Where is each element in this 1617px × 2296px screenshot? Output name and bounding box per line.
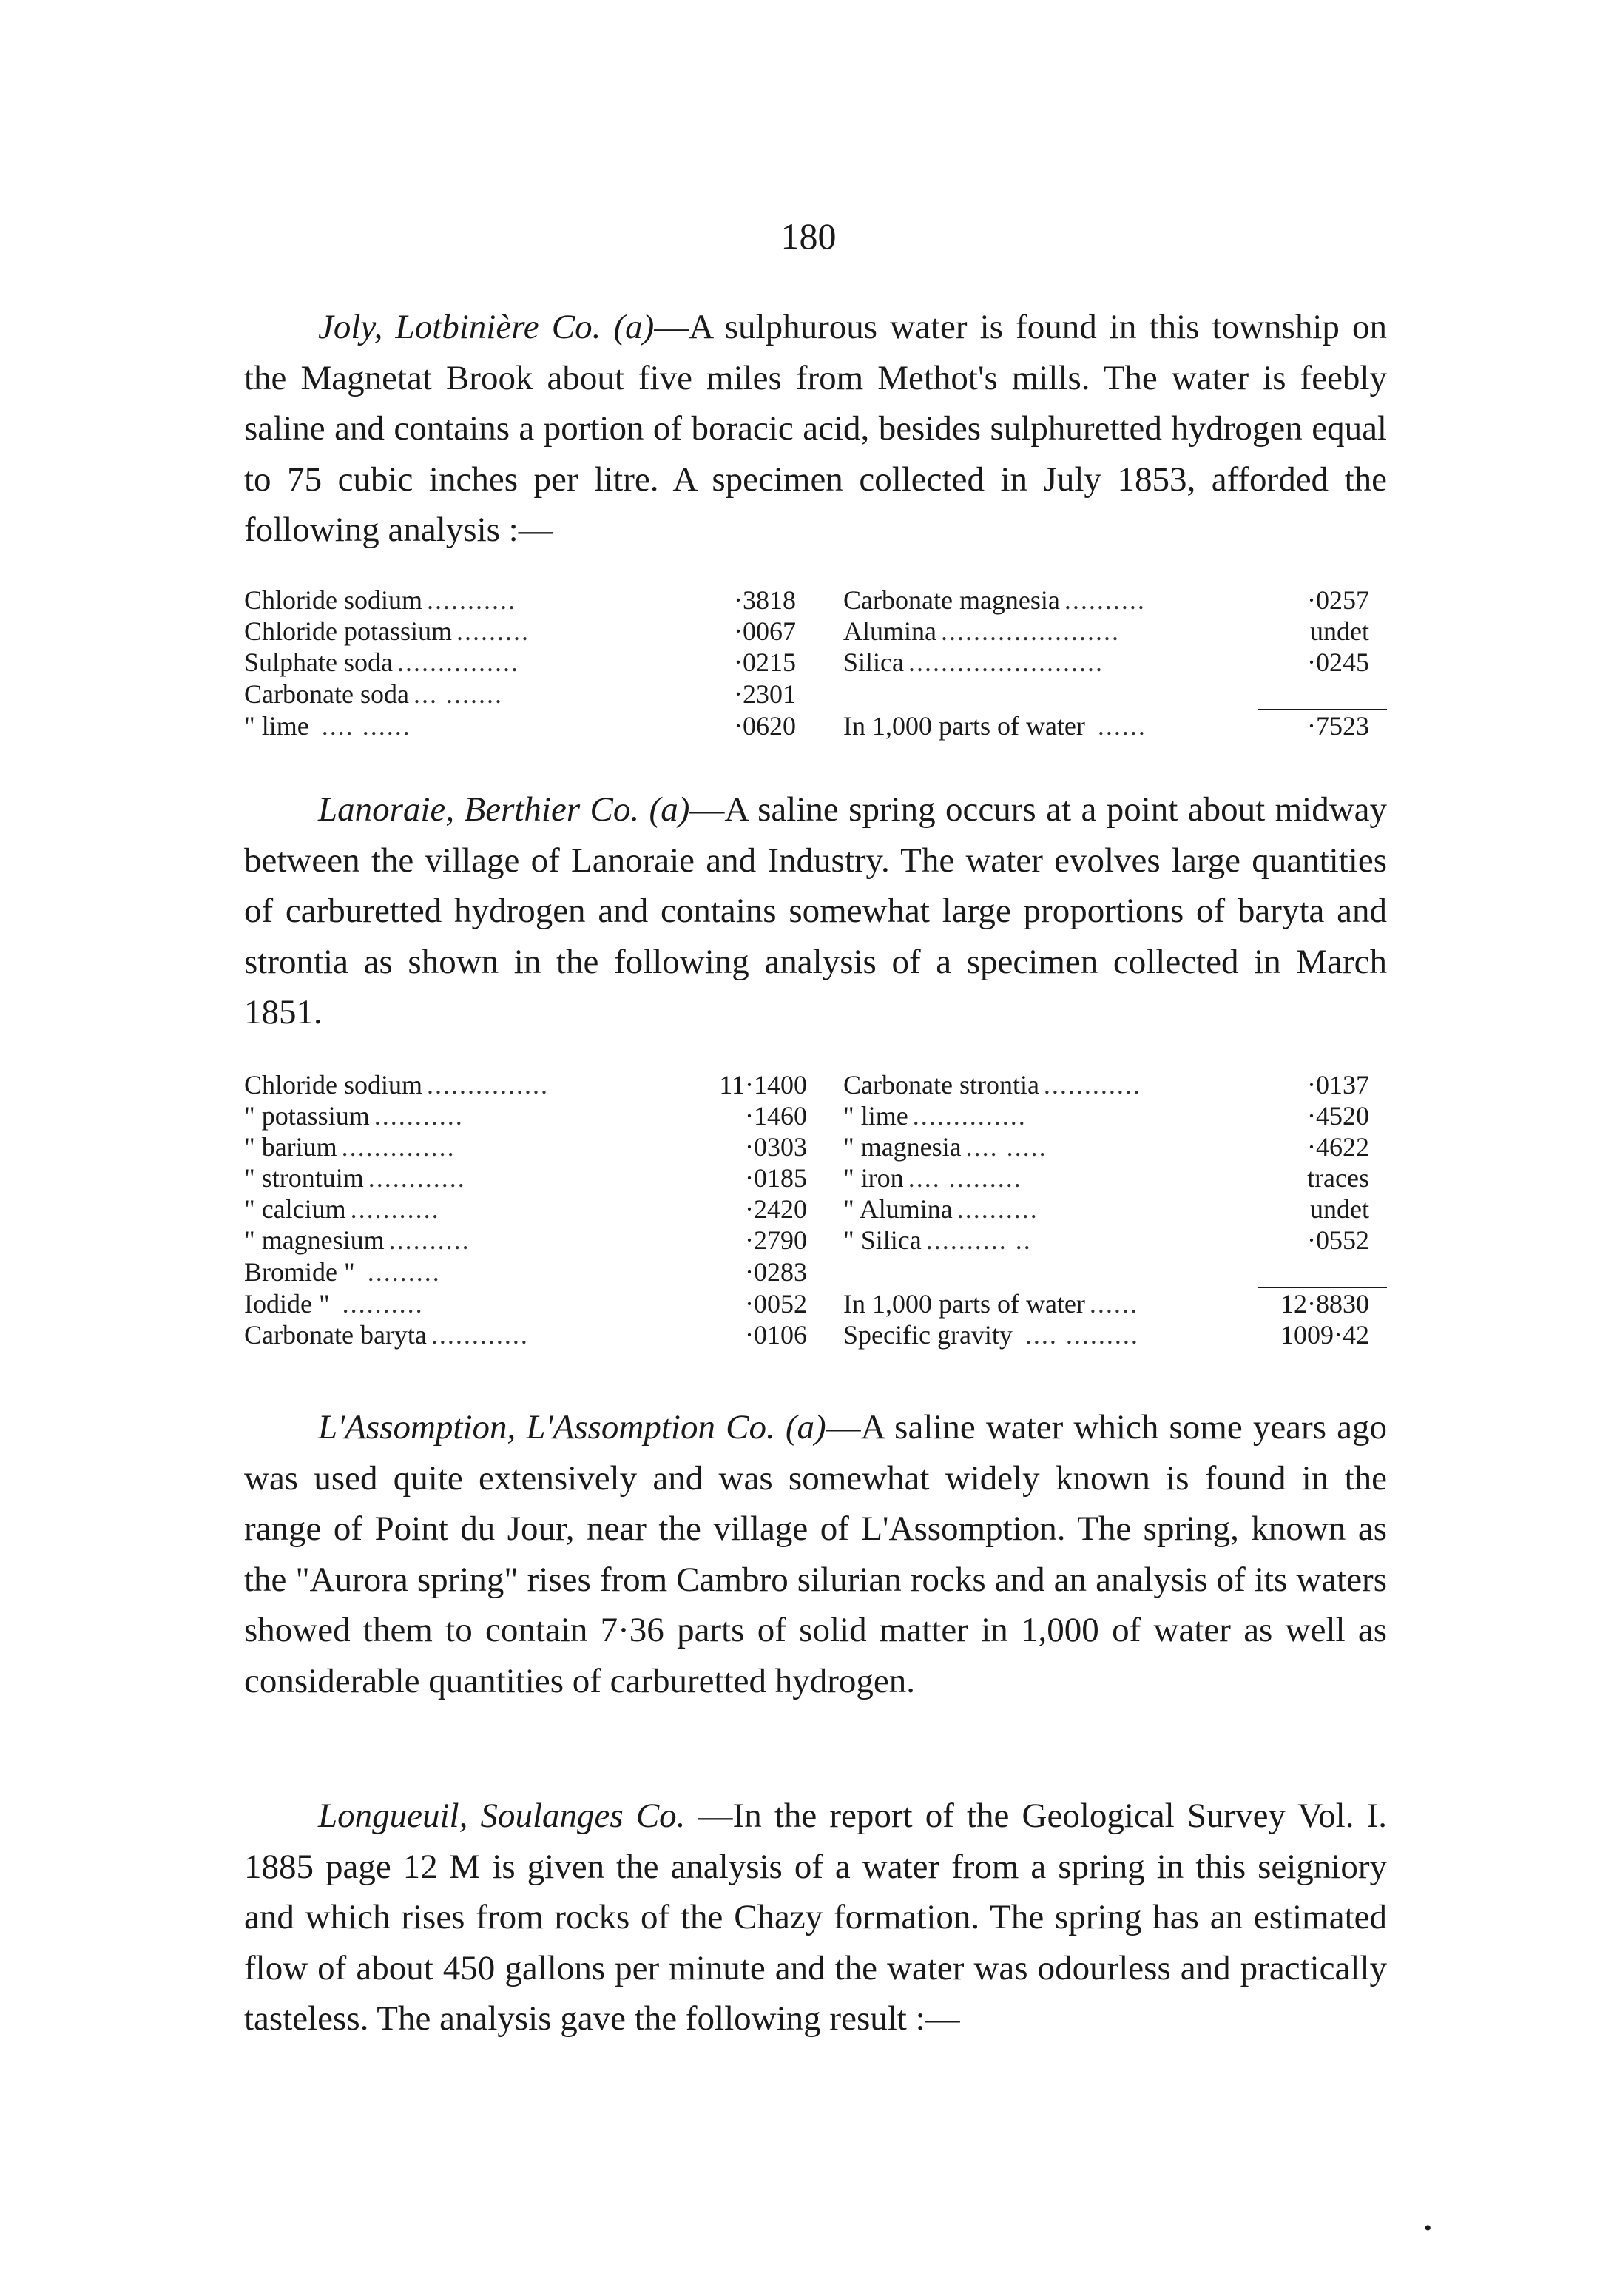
- scan-mark: •: [1424, 2216, 1432, 2241]
- section-text: —A sulphurous water is found in this township on the Magnetat Brook about five miles from Methot's mills. The water is feebly saline and contains a portion of boracic acid, besides sulphuretted hydrogen equal to 75 cubic inches per litre. A specimen collected in July 1853, afforded the following analysis :—: [244, 308, 1388, 549]
- analysis-table-lanoraie: [244, 1069, 1387, 1350]
- row-value: ·2420: [745, 1194, 807, 1224]
- table-row: [244, 647, 1387, 678]
- row-label: " lime .... ......: [244, 710, 411, 741]
- row-label: Carbonate baryta ............: [244, 1320, 529, 1350]
- row-label: Carbonate strontia ............: [843, 1070, 1141, 1100]
- row-value: ·1460: [745, 1101, 807, 1131]
- row-label: Chloride sodium ...........: [244, 585, 516, 615]
- row-value: ·7523: [1307, 711, 1369, 741]
- row-value: 11·1400: [719, 1070, 807, 1100]
- row-label: Chloride potassium .........: [244, 616, 530, 646]
- row-label: Silica ........................: [843, 647, 1104, 677]
- section-heading: Joly, Lotbinière Co. (a): [318, 308, 655, 346]
- row-value: ·0257: [1307, 585, 1369, 615]
- row-value: ·0552: [1307, 1225, 1369, 1255]
- section-heading: Longueuil, Soulanges Co.: [318, 1797, 686, 1835]
- analysis-table-joly: [244, 585, 1387, 741]
- page-number: 180: [780, 215, 837, 257]
- row-label: " barium ..............: [244, 1132, 456, 1162]
- row-label: Carbonate magnesia ..........: [843, 585, 1146, 615]
- table-row: [244, 1069, 1387, 1100]
- row-label: " magnesia .... .....: [843, 1132, 1047, 1162]
- table-row: [244, 710, 1387, 741]
- row-label: " potassium ...........: [244, 1101, 464, 1131]
- table-row: [244, 678, 1387, 710]
- table-row: [244, 1287, 1387, 1319]
- row-value: 1009·42: [1280, 1320, 1369, 1350]
- table-row: [244, 1100, 1387, 1131]
- row-label: " magnesium ..........: [244, 1225, 470, 1255]
- section-longueuil: [244, 1791, 1387, 2044]
- section-heading: Lanoraie, Berthier Co. (a): [318, 790, 690, 829]
- row-label: " lime ..............: [843, 1101, 1027, 1131]
- row-value: ·0106: [745, 1320, 807, 1350]
- row-label: In 1,000 parts of water ......: [843, 710, 1147, 741]
- row-value: ·2301: [734, 679, 796, 709]
- row-label: Iodide " ..........: [244, 1288, 424, 1319]
- row-value: ·0185: [745, 1163, 807, 1193]
- row-value: ·4520: [1307, 1101, 1369, 1131]
- row-label: Carbonate soda ... .......: [244, 679, 503, 709]
- row-value: ·0303: [745, 1132, 807, 1162]
- table-row: [244, 1131, 1387, 1162]
- row-label: Alumina ......................: [843, 616, 1120, 646]
- row-label: " iron .... .........: [843, 1163, 1022, 1193]
- table-row: [244, 1162, 1387, 1194]
- section-heading: L'Assomption, L'Assomption Co. (a): [318, 1408, 826, 1447]
- row-value: ·0215: [734, 647, 796, 677]
- row-label: " strontuim ............: [244, 1163, 466, 1193]
- row-label: In 1,000 parts of water ......: [843, 1288, 1138, 1319]
- section-lanoraie: [244, 784, 1387, 1038]
- row-value: ·0137: [1307, 1070, 1369, 1100]
- section-lassomption: [244, 1402, 1387, 1706]
- table-row: [244, 585, 1387, 616]
- row-value: traces: [1307, 1163, 1369, 1193]
- row-value: ·4622: [1307, 1132, 1369, 1162]
- table-row: [244, 616, 1387, 647]
- row-value: ·0245: [1307, 647, 1369, 677]
- row-label: " calcium ...........: [244, 1194, 440, 1224]
- row-value: ·0620: [734, 710, 796, 741]
- row-label: " Alumina ..........: [843, 1194, 1039, 1224]
- table-row: [244, 1319, 1387, 1350]
- row-value: ·0283: [745, 1256, 807, 1287]
- row-value: undet: [1310, 616, 1369, 646]
- row-label: Specific gravity .... .........: [843, 1320, 1139, 1350]
- row-value: ·0052: [745, 1288, 807, 1319]
- section-text: —In the report of the Geological Survey Vol. I. 1885 page 12 M is given the analysis of a water from a spring in this seigniory and which rises from rocks of the Chazy formation. The spring has an estimated flow of about 450 gallons per minute and the water was odourless and practically tasteless. The analysis gave the following result :—: [244, 1797, 1387, 2038]
- row-label: Chloride sodium ...............: [244, 1070, 549, 1100]
- sum-rule: [1258, 678, 1387, 710]
- section-joly: [244, 302, 1387, 556]
- row-label: Sulphate soda ...............: [244, 647, 519, 677]
- row-value: undet: [1310, 1194, 1369, 1224]
- row-value: ·0067: [734, 616, 796, 646]
- table-row: [244, 1225, 1387, 1256]
- section-text: —A saline water which some years ago was used quite extensively and was somewhat widely known is found in the range of Point du Jour, near the village of L'Assomption. The spring, known as the "Aurora spring" rises from Cambro silurian rocks and an analysis of its waters showed them to contain 7·36 parts of solid matter in 1,000 of water as well as considerable quantities of carburetted hydrogen.: [244, 1408, 1387, 1700]
- section-text: —A saline spring occurs at a point about midway between the village of Lanoraie and Industry. The water evolves large quantities of carburetted hydrogen and contains somewhat large proportions of baryta and strontia as shown in the following analysis of a specimen collected in March 1851.: [244, 790, 1387, 1031]
- row-value: 12·8830: [1280, 1289, 1369, 1319]
- table-row: [244, 1256, 1387, 1287]
- table-row: [244, 1194, 1387, 1225]
- sum-rule: [1258, 1256, 1387, 1287]
- row-label: Bromide " .........: [244, 1256, 441, 1287]
- row-label: " Silica .......... ..: [843, 1225, 1032, 1255]
- row-value: ·2790: [745, 1225, 807, 1255]
- row-value: ·3818: [734, 585, 796, 615]
